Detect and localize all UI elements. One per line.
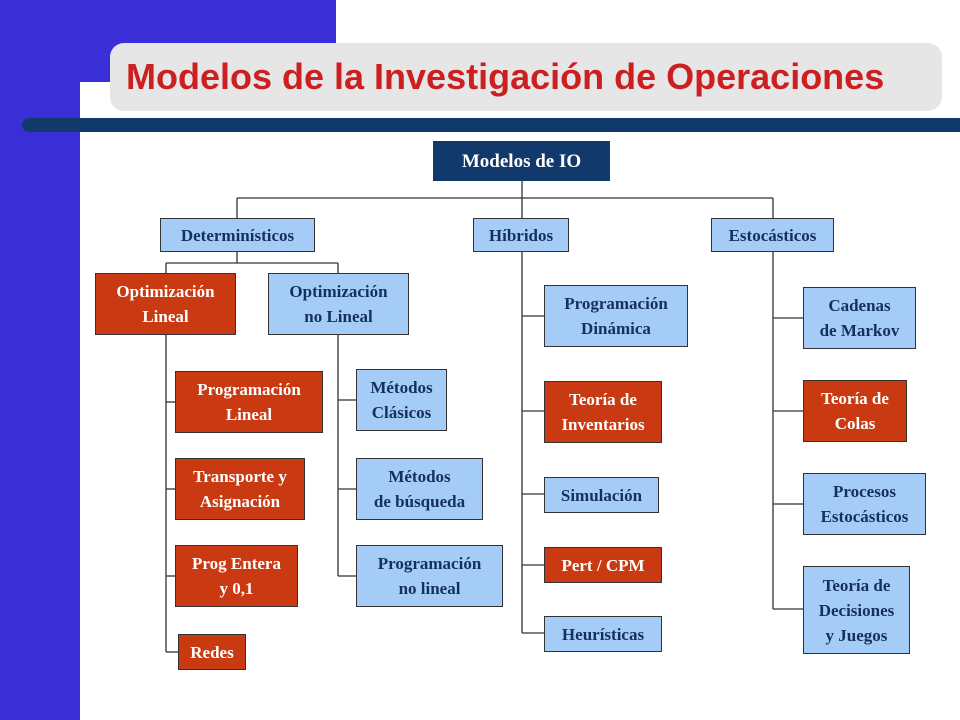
node-programacion-no-lineal: Programación no lineal	[356, 545, 503, 607]
node-redes: Redes	[178, 634, 246, 670]
node-transporte-asignacion: Transporte y Asignación	[175, 458, 305, 520]
node-procesos-estocasticos: Procesos Estocásticos	[803, 473, 926, 535]
node-optimizacion-no-lineal: Optimización no Lineal	[268, 273, 409, 335]
root-node: Modelos de IO	[433, 141, 610, 181]
category-hibridos: Híbridos	[473, 218, 569, 252]
node-teoria-decisiones: Teoría de Decisiones y Juegos	[803, 566, 910, 654]
node-metodos-clasicos: Métodos Clásicos	[356, 369, 447, 431]
node-optimizacion-lineal: Optimización Lineal	[95, 273, 236, 335]
node-prog-entera: Prog Entera y 0,1	[175, 545, 298, 607]
node-heuristicas: Heurísticas	[544, 616, 662, 652]
node-pert-cpm: Pert / CPM	[544, 547, 662, 583]
node-cadenas-markov: Cadenas de Markov	[803, 287, 916, 349]
node-simulacion: Simulación	[544, 477, 659, 513]
page-title: Modelos de la Investigación de Operaciones	[126, 56, 885, 97]
node-teoria-inventarios: Teoría de Inventarios	[544, 381, 662, 443]
node-programacion-lineal: Programación Lineal	[175, 371, 323, 433]
category-estocasticos: Estocásticos	[711, 218, 834, 252]
node-programacion-dinamica: Programación Dinámica	[544, 285, 688, 347]
category-deterministicos: Determinísticos	[160, 218, 315, 252]
node-metodos-busqueda: Métodos de búsqueda	[356, 458, 483, 520]
node-teoria-colas: Teoría de Colas	[803, 380, 907, 442]
